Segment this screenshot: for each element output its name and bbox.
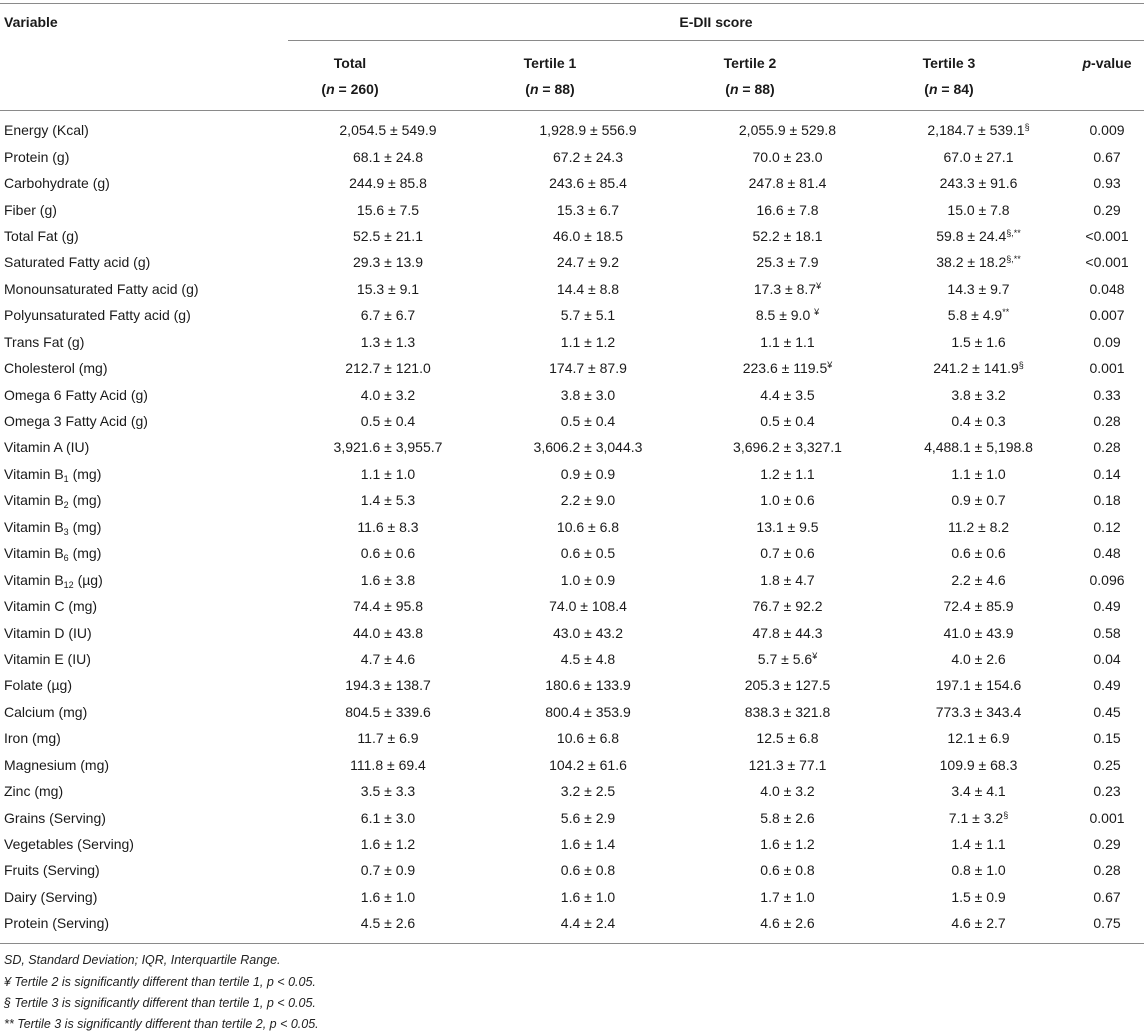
cell-tertile-3: 4,488.1 ± 5,198.8 (924, 439, 1033, 456)
significance-marker: § (1018, 360, 1024, 371)
cell-total: 15.3 ± 9.1 (356, 280, 420, 297)
table-row (0, 619, 1144, 645)
cell-total: 2,054.5 ± 549.9 (339, 122, 437, 139)
row-label: Omega 3 Fatty Acid (g) (4, 413, 148, 430)
cell-tertile-3: 2,184.7 ± 539.1§ (927, 122, 1030, 139)
cell-tertile-3: 3.4 ± 4.1 (951, 783, 1006, 800)
data-table (0, 117, 1144, 937)
cell-total: 11.6 ± 8.3 (357, 518, 419, 535)
table-row (0, 487, 1144, 513)
cell-tertile-2: 17.3 ± 8.7¥ (753, 280, 822, 297)
cell-tertile-3: 4.0 ± 2.6 (951, 650, 1006, 667)
significance-marker: §,** (1006, 254, 1021, 265)
column-header-n: (n = 260) (321, 81, 379, 97)
cell-tertile-3: 7.1 ± 3.2§ (948, 809, 1009, 826)
table-row (0, 857, 1144, 883)
row-label: Grains (Serving) (4, 809, 106, 826)
cell-tertile-3: 2.2 ± 4.6 (951, 571, 1006, 588)
cell-total: 194.3 ± 138.7 (345, 677, 431, 694)
cell-tertile-3: 109.9 ± 68.3 (939, 756, 1018, 773)
row-label: Vitamin $B_{12}$ (µg) (4, 571, 103, 590)
cell-tertile-1: 67.2 ± 24.3 (553, 148, 623, 165)
cell-tertile-1: 3.8 ± 3.0 (560, 386, 616, 403)
column-header-name: Tertile 3 (922, 55, 976, 71)
column-header-total (288, 50, 412, 102)
row-label: Vitamin $B_1$ (mg) (4, 465, 102, 484)
cell-total: 1.6 ± 3.8 (360, 571, 416, 588)
row-label: Calcium (mg) (4, 703, 88, 720)
row-label: Saturated Fatty acid (g) (4, 254, 151, 271)
cell-total: 111.8 ± 69.4 (350, 756, 426, 773)
cell-p-value: 0.67 (1093, 888, 1121, 905)
cell-tertile-3: 0.6 ± 0.6 (951, 545, 1006, 562)
cell-tertile-2: 223.6 ± 119.5¥ (742, 360, 833, 377)
cell-total: 0.5 ± 0.4 (360, 413, 416, 430)
cell-tertile-2: 205.3 ± 127.5 (744, 677, 831, 694)
row-label: Energy (Kcal) (4, 122, 89, 139)
cell-total: 3.5 ± 3.3 (360, 783, 416, 800)
cell-tertile-1: 174.7 ± 87.9 (549, 360, 627, 377)
column-header-name: Tertile 2 (723, 55, 777, 71)
cell-p-value: 0.009 (1089, 122, 1125, 139)
column-header-n: (n = 88) (525, 81, 575, 97)
cell-tertile-1: 180.6 ± 133.9 (545, 677, 631, 694)
row-label: Folate (µg) (4, 677, 72, 694)
cell-tertile-2: 3,696.2 ± 3,327.1 (733, 439, 842, 456)
column-header-tertile-1 (488, 50, 612, 102)
cell-total: 0.6 ± 0.6 (360, 545, 416, 562)
cell-tertile-3: 243.3 ± 91.6 (939, 175, 1018, 192)
cell-total: 68.1 ± 24.8 (353, 148, 423, 165)
cell-tertile-1: 0.5 ± 0.4 (560, 413, 616, 430)
row-label: Vitamin D (IU) (4, 624, 92, 641)
cell-total: 244.9 ± 85.8 (349, 175, 427, 192)
cell-total: 0.7 ± 0.9 (360, 862, 416, 879)
cell-total: 1.1 ± 1.0 (360, 465, 416, 482)
significance-marker: § (1024, 122, 1030, 133)
cell-total: 29.3 ± 13.9 (353, 254, 423, 271)
cell-tertile-1: 104.2 ± 61.6 (549, 756, 627, 773)
table-row (0, 302, 1144, 328)
table-row (0, 725, 1144, 751)
cell-tertile-2: 121.3 ± 77.1 (748, 756, 827, 773)
cell-tertile-1: 15.3 ± 6.7 (556, 201, 620, 218)
footnote-tertile3-vs-2: ** Tertile 3 is significantly different than tertile 2, p < 0.05. (4, 1017, 319, 1031)
row-label: Omega 6 Fatty Acid (g) (4, 386, 148, 403)
cell-total: 1.6 ± 1.2 (360, 836, 416, 853)
row-label: Vitamin E (IU) (4, 650, 91, 667)
table-row (0, 355, 1144, 381)
row-label: Vegetables (Serving) (4, 836, 134, 853)
cell-total: 212.7 ± 121.0 (345, 360, 431, 377)
cell-tertile-2: 5.8 ± 2.6 (760, 809, 815, 826)
cell-p-value: 0.58 (1093, 624, 1121, 641)
cell-tertile-3: 0.8 ± 1.0 (951, 862, 1006, 879)
cell-p-value: 0.49 (1093, 677, 1121, 694)
cell-tertile-1: 2.2 ± 9.0 (560, 492, 616, 509)
significance-marker: §,** (1006, 227, 1021, 238)
footnote-abbreviations: SD, Standard Deviation; IQR, Interquartile Range. (4, 953, 281, 967)
cell-tertile-1: 1,928.9 ± 556.9 (539, 122, 637, 139)
cell-tertile-1: 800.4 ± 353.9 (545, 703, 631, 720)
table-row (0, 249, 1144, 275)
cell-tertile-1: 14.4 ± 8.8 (556, 280, 620, 297)
cell-p-value: 0.75 (1093, 915, 1121, 932)
cell-tertile-2: 1.8 ± 4.7 (760, 571, 815, 588)
cell-tertile-3: 72.4 ± 85.9 (943, 598, 1014, 615)
cell-tertile-1: 4.4 ± 2.4 (560, 915, 616, 932)
row-label: Vitamin A (IU) (4, 439, 90, 456)
cell-p-value: 0.048 (1089, 280, 1125, 297)
row-label: Vitamin $B_2$ (mg) (4, 492, 102, 511)
cell-total: 74.4 ± 95.8 (353, 598, 423, 615)
significance-marker: § (1003, 809, 1009, 820)
column-header-name: Tertile 1 (523, 55, 577, 71)
cell-tertile-3: 38.2 ± 18.2§,** (936, 254, 1021, 271)
cell-p-value: <0.001 (1085, 227, 1129, 244)
cell-tertile-3: 1.5 ± 1.6 (951, 333, 1006, 350)
row-label: Trans Fat (g) (4, 333, 85, 350)
table-row (0, 461, 1144, 487)
cell-total: 804.5 ± 339.6 (345, 703, 431, 720)
cell-tertile-3: 1.1 ± 1.0 (951, 465, 1006, 482)
cell-tertile-2: 2,055.9 ± 529.8 (738, 122, 837, 139)
significance-marker: ¥ (816, 280, 822, 291)
cell-tertile-1: 1.6 ± 1.0 (560, 888, 616, 905)
cell-tertile-2: 4.4 ± 3.5 (760, 386, 815, 403)
cell-tertile-2: 1.0 ± 0.6 (760, 492, 815, 509)
cell-total: 6.1 ± 3.0 (360, 809, 416, 826)
table-row (0, 514, 1144, 540)
cell-tertile-3: 1.5 ± 0.9 (951, 888, 1006, 905)
cell-p-value: 0.001 (1089, 809, 1125, 826)
cell-p-value: <0.001 (1085, 254, 1129, 271)
table-row (0, 170, 1144, 196)
table-row (0, 646, 1144, 672)
cell-p-value: 0.28 (1093, 413, 1121, 430)
cell-tertile-2: 0.7 ± 0.6 (760, 545, 815, 562)
row-label: Cholesterol (mg) (4, 360, 108, 377)
column-header-name: Total (333, 55, 367, 71)
cell-total: 6.7 ± 6.7 (360, 307, 416, 324)
table-row (0, 566, 1144, 592)
cell-p-value: 0.29 (1093, 201, 1121, 218)
cell-total: 4.5 ± 2.6 (360, 915, 416, 932)
cell-tertile-2: 1.2 ± 1.1 (760, 465, 815, 482)
cell-tertile-1: 3.2 ± 2.5 (560, 783, 616, 800)
row-label: Iron (mg) (4, 730, 61, 747)
top-rule (0, 3, 1144, 4)
cell-tertile-3: 67.0 ± 27.1 (943, 148, 1014, 165)
cell-p-value: 0.93 (1093, 175, 1121, 192)
cell-tertile-3: 4.6 ± 2.7 (951, 915, 1006, 932)
cell-total: 4.7 ± 4.6 (360, 650, 416, 667)
row-label: Vitamin $B_3$ (mg) (4, 518, 102, 537)
cell-tertile-1: 1.1 ± 1.2 (560, 333, 616, 350)
row-label: Vitamin $B_6$ (mg) (4, 545, 102, 564)
cell-p-value: 0.28 (1093, 439, 1121, 456)
cell-total: 1.6 ± 1.0 (360, 888, 416, 905)
cell-tertile-3: 5.8 ± 4.9** (947, 307, 1010, 324)
cell-tertile-3: 3.8 ± 3.2 (951, 386, 1006, 403)
cell-total: 3,921.6 ± 3,955.7 (333, 439, 443, 456)
table-row (0, 434, 1144, 460)
column-header-tertile-3 (887, 50, 1011, 102)
cell-tertile-1: 24.7 ± 9.2 (556, 254, 620, 271)
significance-marker: ¥ (814, 307, 820, 318)
cell-p-value: 0.49 (1093, 598, 1121, 615)
group-rule (288, 40, 1144, 41)
cell-total: 15.6 ± 7.5 (356, 201, 420, 218)
cell-p-value: 0.14 (1093, 465, 1121, 482)
row-label: Polyunsaturated Fatty acid (g) (4, 307, 191, 324)
row-label: Carbohydrate (g) (4, 175, 110, 192)
row-label: Vitamin C (mg) (4, 598, 98, 615)
significance-marker: ¥ (827, 360, 833, 371)
cell-tertile-1: 3,606.2 ± 3,044.3 (533, 439, 643, 456)
row-label: Magnesium (mg) (4, 756, 110, 773)
cell-p-value: 0.28 (1093, 862, 1121, 879)
table-row (0, 884, 1144, 910)
significance-marker: ** (1002, 307, 1010, 318)
cell-tertile-2: 76.7 ± 92.2 (752, 598, 823, 615)
cell-tertile-1: 4.5 ± 4.8 (560, 650, 616, 667)
cell-tertile-2: 838.3 ± 321.8 (744, 703, 831, 720)
cell-tertile-2: 247.8 ± 81.4 (748, 175, 827, 192)
row-label: Protein (Serving) (4, 915, 110, 932)
table-row (0, 329, 1144, 355)
table-row (0, 831, 1144, 857)
cell-total: 1.4 ± 5.3 (360, 492, 416, 509)
cell-tertile-1: 74.0 ± 108.4 (549, 598, 627, 615)
row-label: Zinc (mg) (4, 783, 64, 800)
table-row (0, 752, 1144, 778)
table-row (0, 143, 1144, 169)
table-row (0, 910, 1144, 936)
cell-tertile-3: 14.3 ± 9.7 (947, 280, 1010, 297)
table-row (0, 672, 1144, 698)
cell-tertile-2: 0.5 ± 0.4 (760, 413, 815, 430)
cell-tertile-2: 1.1 ± 1.1 (760, 333, 815, 350)
footnote-tertile2-vs-1: ¥ Tertile 2 is significantly different than tertile 1, p < 0.05. (4, 975, 316, 989)
cell-tertile-1: 46.0 ± 18.5 (553, 227, 623, 244)
cell-p-value: 0.29 (1093, 836, 1121, 853)
cell-tertile-2: 1.6 ± 1.2 (760, 836, 815, 853)
cell-total: 52.5 ± 21.1 (353, 227, 423, 244)
column-header-n: (n = 88) (725, 81, 775, 97)
cell-tertile-3: 41.0 ± 43.9 (943, 624, 1014, 641)
cell-tertile-1: 5.6 ± 2.9 (560, 809, 616, 826)
table-row (0, 408, 1144, 434)
cell-p-value: 0.12 (1093, 518, 1121, 535)
cell-tertile-2: 13.1 ± 9.5 (756, 518, 819, 535)
cell-tertile-1: 0.9 ± 0.9 (560, 465, 616, 482)
cell-total: 1.3 ± 1.3 (360, 333, 416, 350)
cell-total: 4.0 ± 3.2 (360, 386, 416, 403)
cell-p-value: 0.25 (1093, 756, 1121, 773)
cell-tertile-3: 0.4 ± 0.3 (951, 413, 1006, 430)
cell-tertile-1: 5.7 ± 5.1 (560, 307, 616, 324)
table-row (0, 276, 1144, 302)
table-row (0, 117, 1144, 143)
table-row (0, 804, 1144, 830)
table-row (0, 381, 1144, 407)
column-header-tertile-2 (688, 50, 812, 102)
cell-tertile-1: 243.6 ± 85.4 (549, 175, 627, 192)
significance-marker: ¥ (812, 650, 818, 661)
row-label: Dairy (Serving) (4, 888, 98, 905)
row-label: Fiber (g) (4, 201, 57, 218)
cell-tertile-2: 0.6 ± 0.8 (760, 862, 815, 879)
cell-tertile-3: 241.2 ± 141.9§ (933, 360, 1024, 377)
cell-tertile-3: 197.1 ± 154.6 (935, 677, 1022, 694)
cell-p-value: 0.18 (1093, 492, 1121, 509)
cell-tertile-1: 10.6 ± 6.8 (556, 518, 620, 535)
cell-tertile-2: 25.3 ± 7.9 (756, 254, 819, 271)
cell-tertile-2: 5.7 ± 5.6¥ (757, 650, 818, 667)
cell-p-value: 0.67 (1093, 148, 1121, 165)
cell-p-value: 0.09 (1093, 333, 1121, 350)
bottom-rule (0, 943, 1144, 944)
cell-p-value: 0.48 (1093, 545, 1121, 562)
cell-tertile-2: 4.0 ± 3.2 (760, 783, 815, 800)
row-label: Total Fat (g) (4, 227, 79, 244)
table-row (0, 223, 1144, 249)
row-label: Fruits (Serving) (4, 862, 100, 879)
cell-p-value: 0.096 (1089, 571, 1125, 588)
cell-p-value: 0.04 (1093, 650, 1121, 667)
row-label: Protein (g) (4, 148, 70, 165)
cell-p-value: 0.15 (1093, 730, 1121, 747)
cell-tertile-1: 10.6 ± 6.8 (556, 730, 620, 747)
column-header-n: (n = 84) (924, 81, 974, 97)
cell-tertile-3: 12.1 ± 6.9 (947, 730, 1010, 747)
cell-tertile-2: 16.6 ± 7.8 (756, 201, 819, 218)
cell-tertile-1: 0.6 ± 0.5 (560, 545, 616, 562)
cell-p-value: 0.23 (1093, 783, 1121, 800)
cell-tertile-2: 47.8 ± 44.3 (752, 624, 823, 641)
cell-tertile-1: 43.0 ± 43.2 (553, 624, 623, 641)
cell-tertile-2: 52.2 ± 18.1 (752, 227, 823, 244)
cell-total: 11.7 ± 6.9 (357, 730, 419, 747)
cell-tertile-3: 773.3 ± 343.4 (935, 703, 1022, 720)
header-rule (0, 110, 1144, 111)
column-header-p-value: p-value (1082, 55, 1132, 71)
cell-tertile-3: 1.4 ± 1.1 (951, 836, 1006, 853)
cell-tertile-2: 4.6 ± 2.6 (760, 915, 815, 932)
cell-total: 44.0 ± 43.8 (353, 624, 423, 641)
footnote-tertile3-vs-1: § Tertile 3 is significantly different than tertile 1, p < 0.05. (4, 996, 316, 1010)
variable-header: Variable (4, 14, 58, 30)
table-row (0, 593, 1144, 619)
cell-tertile-3: 0.9 ± 0.7 (951, 492, 1006, 509)
table-row (0, 540, 1144, 566)
cell-p-value: 0.001 (1089, 360, 1125, 377)
cell-p-value: 0.007 (1089, 307, 1125, 324)
cell-tertile-3: 11.2 ± 8.2 (947, 518, 1010, 535)
cell-tertile-3: 59.8 ± 24.4§,** (936, 227, 1021, 244)
cell-tertile-2: 12.5 ± 6.8 (756, 730, 819, 747)
table-row (0, 778, 1144, 804)
cell-tertile-1: 0.6 ± 0.8 (560, 862, 616, 879)
cell-tertile-2: 1.7 ± 1.0 (760, 888, 815, 905)
row-label: Monounsaturated Fatty acid (g) (4, 280, 199, 297)
cell-tertile-2: 70.0 ± 23.0 (752, 148, 823, 165)
cell-p-value: 0.33 (1093, 386, 1121, 403)
table-row (0, 699, 1144, 725)
cell-p-value: 0.45 (1093, 703, 1121, 720)
cell-tertile-1: 1.6 ± 1.4 (560, 836, 616, 853)
cell-tertile-2: 8.5 ± 9.0 ¥ (755, 307, 820, 324)
cell-tertile-1: 1.0 ± 0.9 (560, 571, 616, 588)
edii-score-header: E-DII score (679, 14, 753, 30)
table-row (0, 196, 1144, 222)
cell-tertile-3: 15.0 ± 7.8 (947, 201, 1010, 218)
